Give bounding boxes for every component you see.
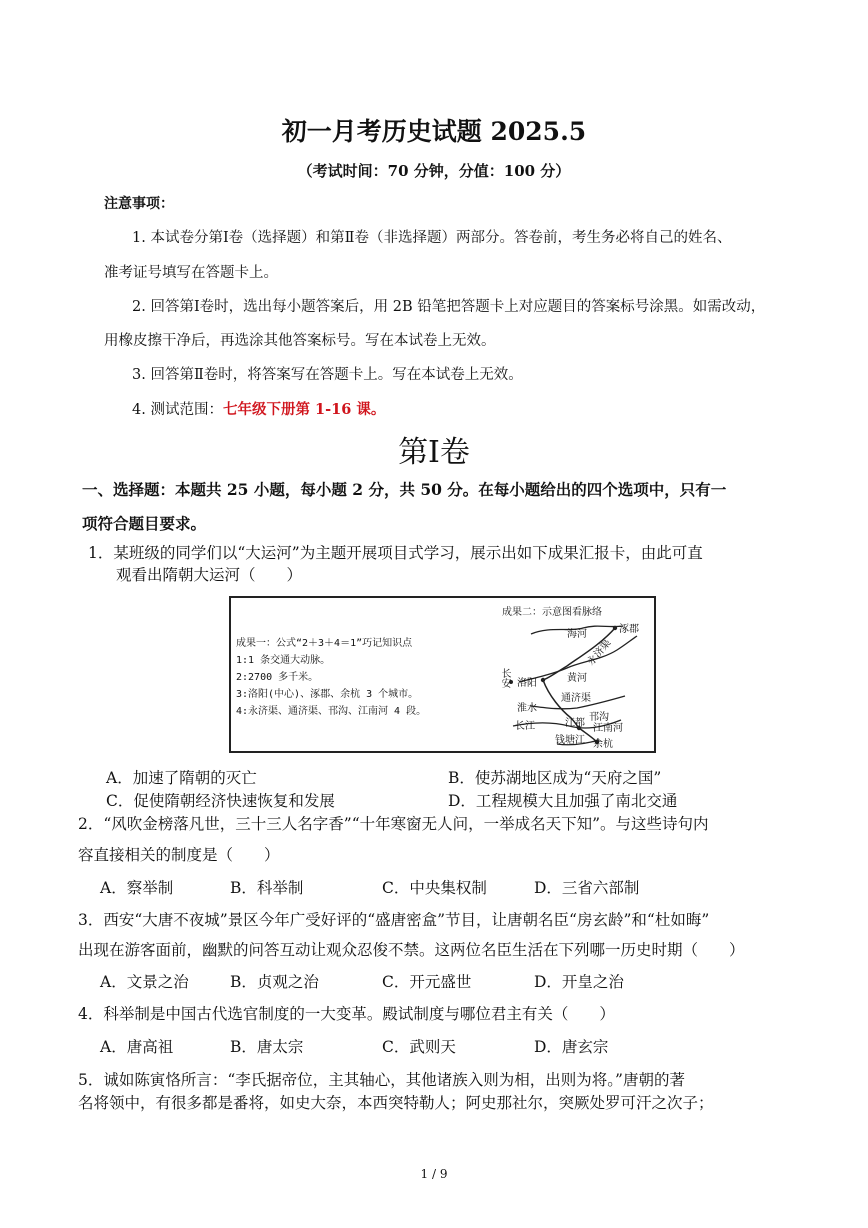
question-1-option-d[interactable]: D．工程规模大且加强了南北交通: [448, 792, 678, 810]
volume-title: 第Ⅰ卷: [398, 435, 470, 470]
result-1-item: 2:2700 多千米。: [236, 672, 319, 683]
grand-canal-map: [231, 598, 654, 751]
map-label-zhuojun: 涿郡: [619, 624, 639, 635]
question-3-option-d[interactable]: D．开皇之治: [534, 973, 624, 991]
result-1-item: 3:洛阳(中心)、涿郡、余杭 3 个城市。: [236, 689, 419, 700]
map-label-qiantangjiang: 钱塘江: [555, 735, 585, 746]
question-2-line-2: 容直接相关的制度是（ ）: [78, 846, 280, 864]
notes-heading: 注意事项：: [104, 196, 174, 212]
map-label-yuhang: 余杭: [593, 739, 613, 750]
result-2-title: 成果二：示意图看脉络: [502, 607, 602, 618]
question-1-option-b[interactable]: B．使苏湖地区成为“天府之国”: [448, 769, 662, 787]
question-3-line-2: 出现在游客面前，幽默的问答互动让观众忍俊不禁。这两位名臣生活在下列哪一历史时期（ ）: [78, 941, 745, 959]
result-1-title: 成果一：公式“2＋3＋4＝1”巧记知识点: [236, 638, 413, 649]
map-label-hangou: 邗沟: [589, 712, 609, 723]
question-4-option-d[interactable]: D．唐玄宗: [534, 1038, 609, 1056]
question-4-line-1: 4．科举制是中国古代选官制度的一大变革。殿试制度与哪位君主有关（ ）: [78, 1005, 615, 1023]
map-label-huanghe: 黄河: [567, 673, 587, 684]
question-2-option-a[interactable]: A．察举制: [100, 879, 174, 897]
question-1-option-c[interactable]: C．促使隋朝经济快速恢复和发展: [106, 792, 335, 810]
result-1-item: 4:永济渠、通济渠、邗沟、江南河 4 段。: [236, 706, 427, 717]
map-label-yongjiqu: 永济渠: [585, 637, 614, 668]
map-label-huaishui: 淮水: [517, 703, 537, 714]
exam-title: 初一月考历史试题 2025.5: [281, 117, 587, 146]
exam-subtitle: （考试时间：70 分钟，分值：100 分）: [297, 162, 571, 180]
page-number: 1 / 9: [420, 1167, 448, 1181]
question-1-option-a[interactable]: A．加速了隋朝的灭亡: [106, 769, 257, 787]
map-label-jiangdu: 江都: [565, 718, 585, 729]
note-item-2-line-2: 用橡皮擦干净后，再选涂其他答案标号。写在本试卷上无效。: [104, 333, 496, 349]
question-2-line-1: 2．“风吹金榜落凡世，三十三人名字香”“十年寒窗无人问，一举成名天下知”。与这些诗句内: [78, 815, 709, 833]
note-item-1-line-2: 准考证号填写在答题卡上。: [104, 265, 278, 281]
question-3-line-1: 3．西安“大唐不夜城”景区今年广受好评的“盛唐密盒”节目，让唐朝名臣“房玄龄”和“杜如晦”: [78, 911, 710, 929]
grand-canal-result-card: [229, 596, 656, 753]
map-label-changan: 长安: [499, 668, 510, 688]
note-item-2-line-1: 2. 回答第Ⅰ卷时，选出每小题答案后，用 2B 铅笔把答题卡上对应题目的答案标号涂黑。如需改动，: [132, 299, 766, 315]
question-4-option-c[interactable]: C．武则天: [382, 1038, 456, 1056]
map-label-tongjiqu: 通济渠: [561, 693, 591, 704]
map-label-changjiang: 长江: [515, 721, 535, 732]
note-item-3: 3. 回答第Ⅱ卷时，将答案写在答题卡上。写在本试卷上无效。: [132, 367, 523, 383]
question-4-option-b[interactable]: B．唐太宗: [230, 1038, 304, 1056]
question-2-option-b[interactable]: B．科举制: [230, 879, 304, 897]
result-1-item: 1:1 条交通大动脉。: [236, 655, 331, 666]
question-3-option-b[interactable]: B．贞观之治: [230, 973, 319, 991]
question-4-option-a[interactable]: A．唐高祖: [100, 1038, 174, 1056]
question-3-option-c[interactable]: C．开元盛世: [382, 973, 472, 991]
map-label-haihe: 海河: [567, 629, 587, 640]
note-item-4: [132, 398, 385, 419]
section-1-heading-line-2: 项符合题目要求。: [82, 514, 207, 533]
test-range: 七年级下册第 1-16 课。: [222, 401, 386, 418]
question-2-option-d[interactable]: D．三省六部制: [534, 879, 640, 897]
question-3-option-a[interactable]: A．文景之治: [100, 973, 189, 991]
question-5-line-1: 5．诚如陈寅恪所言：“李氏据帝位，主其轴心，其他诸族入则为相，出则为将。”唐朝的著: [78, 1071, 685, 1089]
note-item-1-line-1: 1. 本试卷分第Ⅰ卷（选择题）和第Ⅱ卷（非选择题）两部分。答卷前，考生务必将自己的姓名、: [132, 230, 732, 246]
map-label-jiangnanhe: 江南河: [593, 723, 623, 734]
section-1-heading: 一、选择题：本题共 25 小题，每小题 2 分，共 50 分。在每小题给出的四个选项中，只有一: [82, 480, 727, 499]
note-item-4-prefix: 4. 测试范围：: [132, 402, 223, 418]
question-1-line-1: 1．某班级的同学们以“大运河”为主题开展项目式学习，展示出如下成果汇报卡，由此可直: [88, 544, 703, 562]
map-label-luoyang: 洛阳: [517, 678, 537, 689]
question-2-option-c[interactable]: C．中央集权制: [382, 879, 487, 897]
question-1-line-2: 观看出隋朝大运河（ ）: [116, 566, 303, 584]
question-5-line-2: 名将领中，有很多都是番将，如史大奈，本西突特勒人；阿史那社尔，突厥处罗可汗之次子；: [78, 1094, 714, 1112]
